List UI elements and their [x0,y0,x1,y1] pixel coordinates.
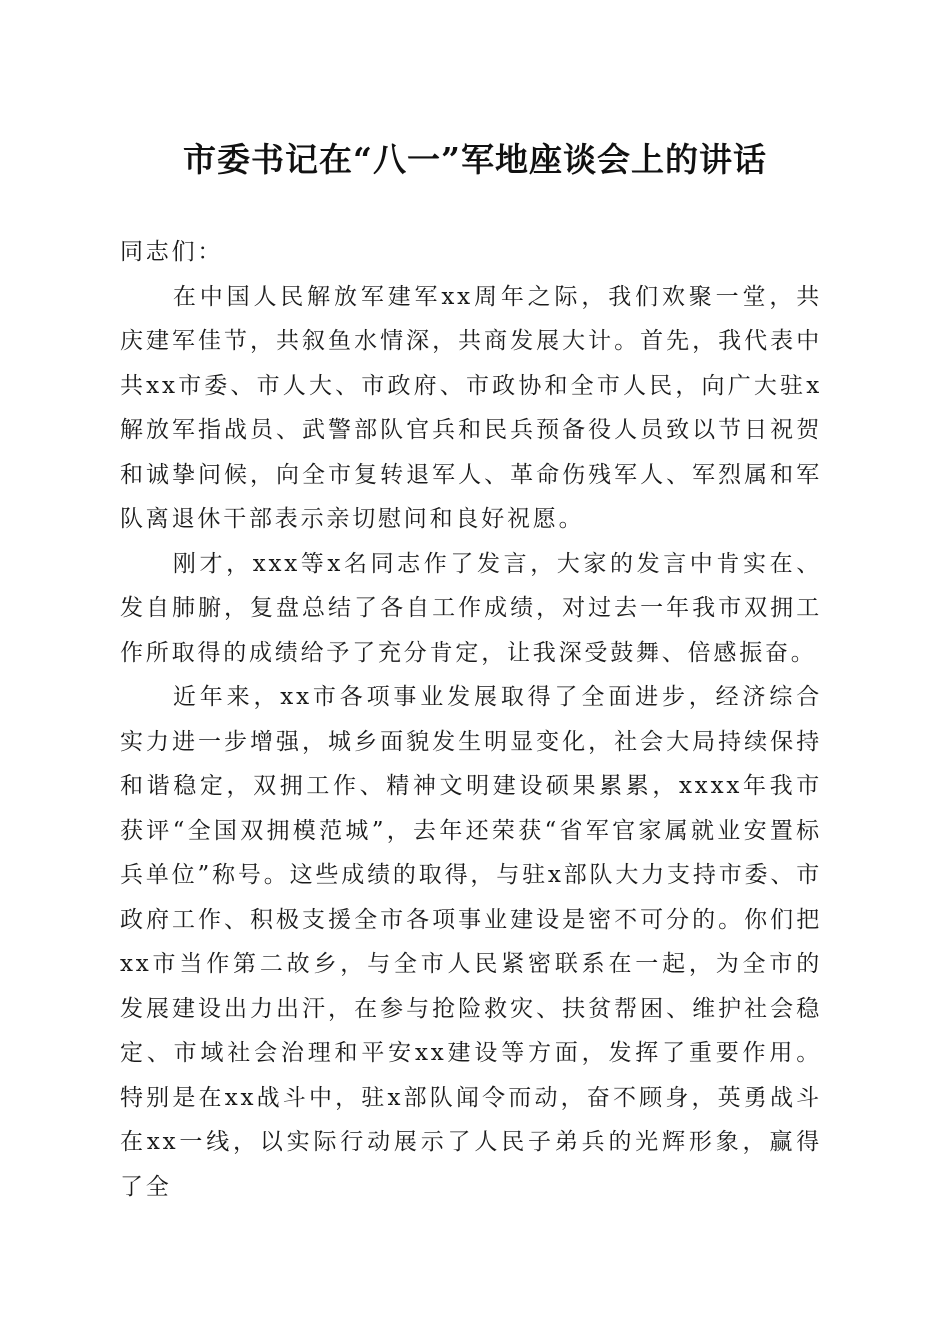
paragraph-1: 在中国人民解放军建军xx周年之际，我们欢聚一堂，共庆建军佳节，共叙鱼水情深，共商发展大计。首先，我代表中共xx市委、市人大、市政府、市政协和全市人民，向广大驻x解放军指战员、武警部队官兵和民兵预备役人员致以节日祝贺和诚挚问候，向全市复转退军人、革命伤残军人、军烈属和军队离退休干部表示亲切慰问和良好祝愿。 [120,283,822,532]
paragraph-3: 近年来，xx市各项事业发展取得了全面进步，经济综合实力进一步增强，城乡面貌发生明显变化，社会大局持续保持和谐稳定，双拥工作、精神文明建设硕果累累，xxxx年我市获评“全国双拥模范城”，去年还荣获“省军官家属就业安置标兵单位”称号。这些成绩的取得，与驻x部队大力支持市委、市政府工作、积极支援全市各项事业建设是密不可分的。你们把xx市当作第二故乡，与全市人民紧密联系在一起，为全市的发展建设出力出汗，在参与抢险救灾、扶贫帮困、维护社会稳定、市域社会治理和平安xx建设等方面，发挥了重要作用。特别是在xx战斗中，驻x部队闻令而动，奋不顾身，英勇战斗在xx一线，以实际行动展示了人民子弟兵的光辉形象，赢得了全 [120,684,822,1200]
document-body [120,230,822,1209]
document-title: 市委书记在“八一”军地座谈会上的讲话 [183,140,767,179]
paragraph-2: 刚才，xxx等x名同志作了发言，大家的发言中肯实在、发自肺腑，复盘总结了各自工作成绩，对过去一年我市双拥工作所取得的成绩给予了充分肯定，让我深受鼓舞、倍感振奋。 [120,550,822,666]
salutation: 同志们： [120,239,224,265]
